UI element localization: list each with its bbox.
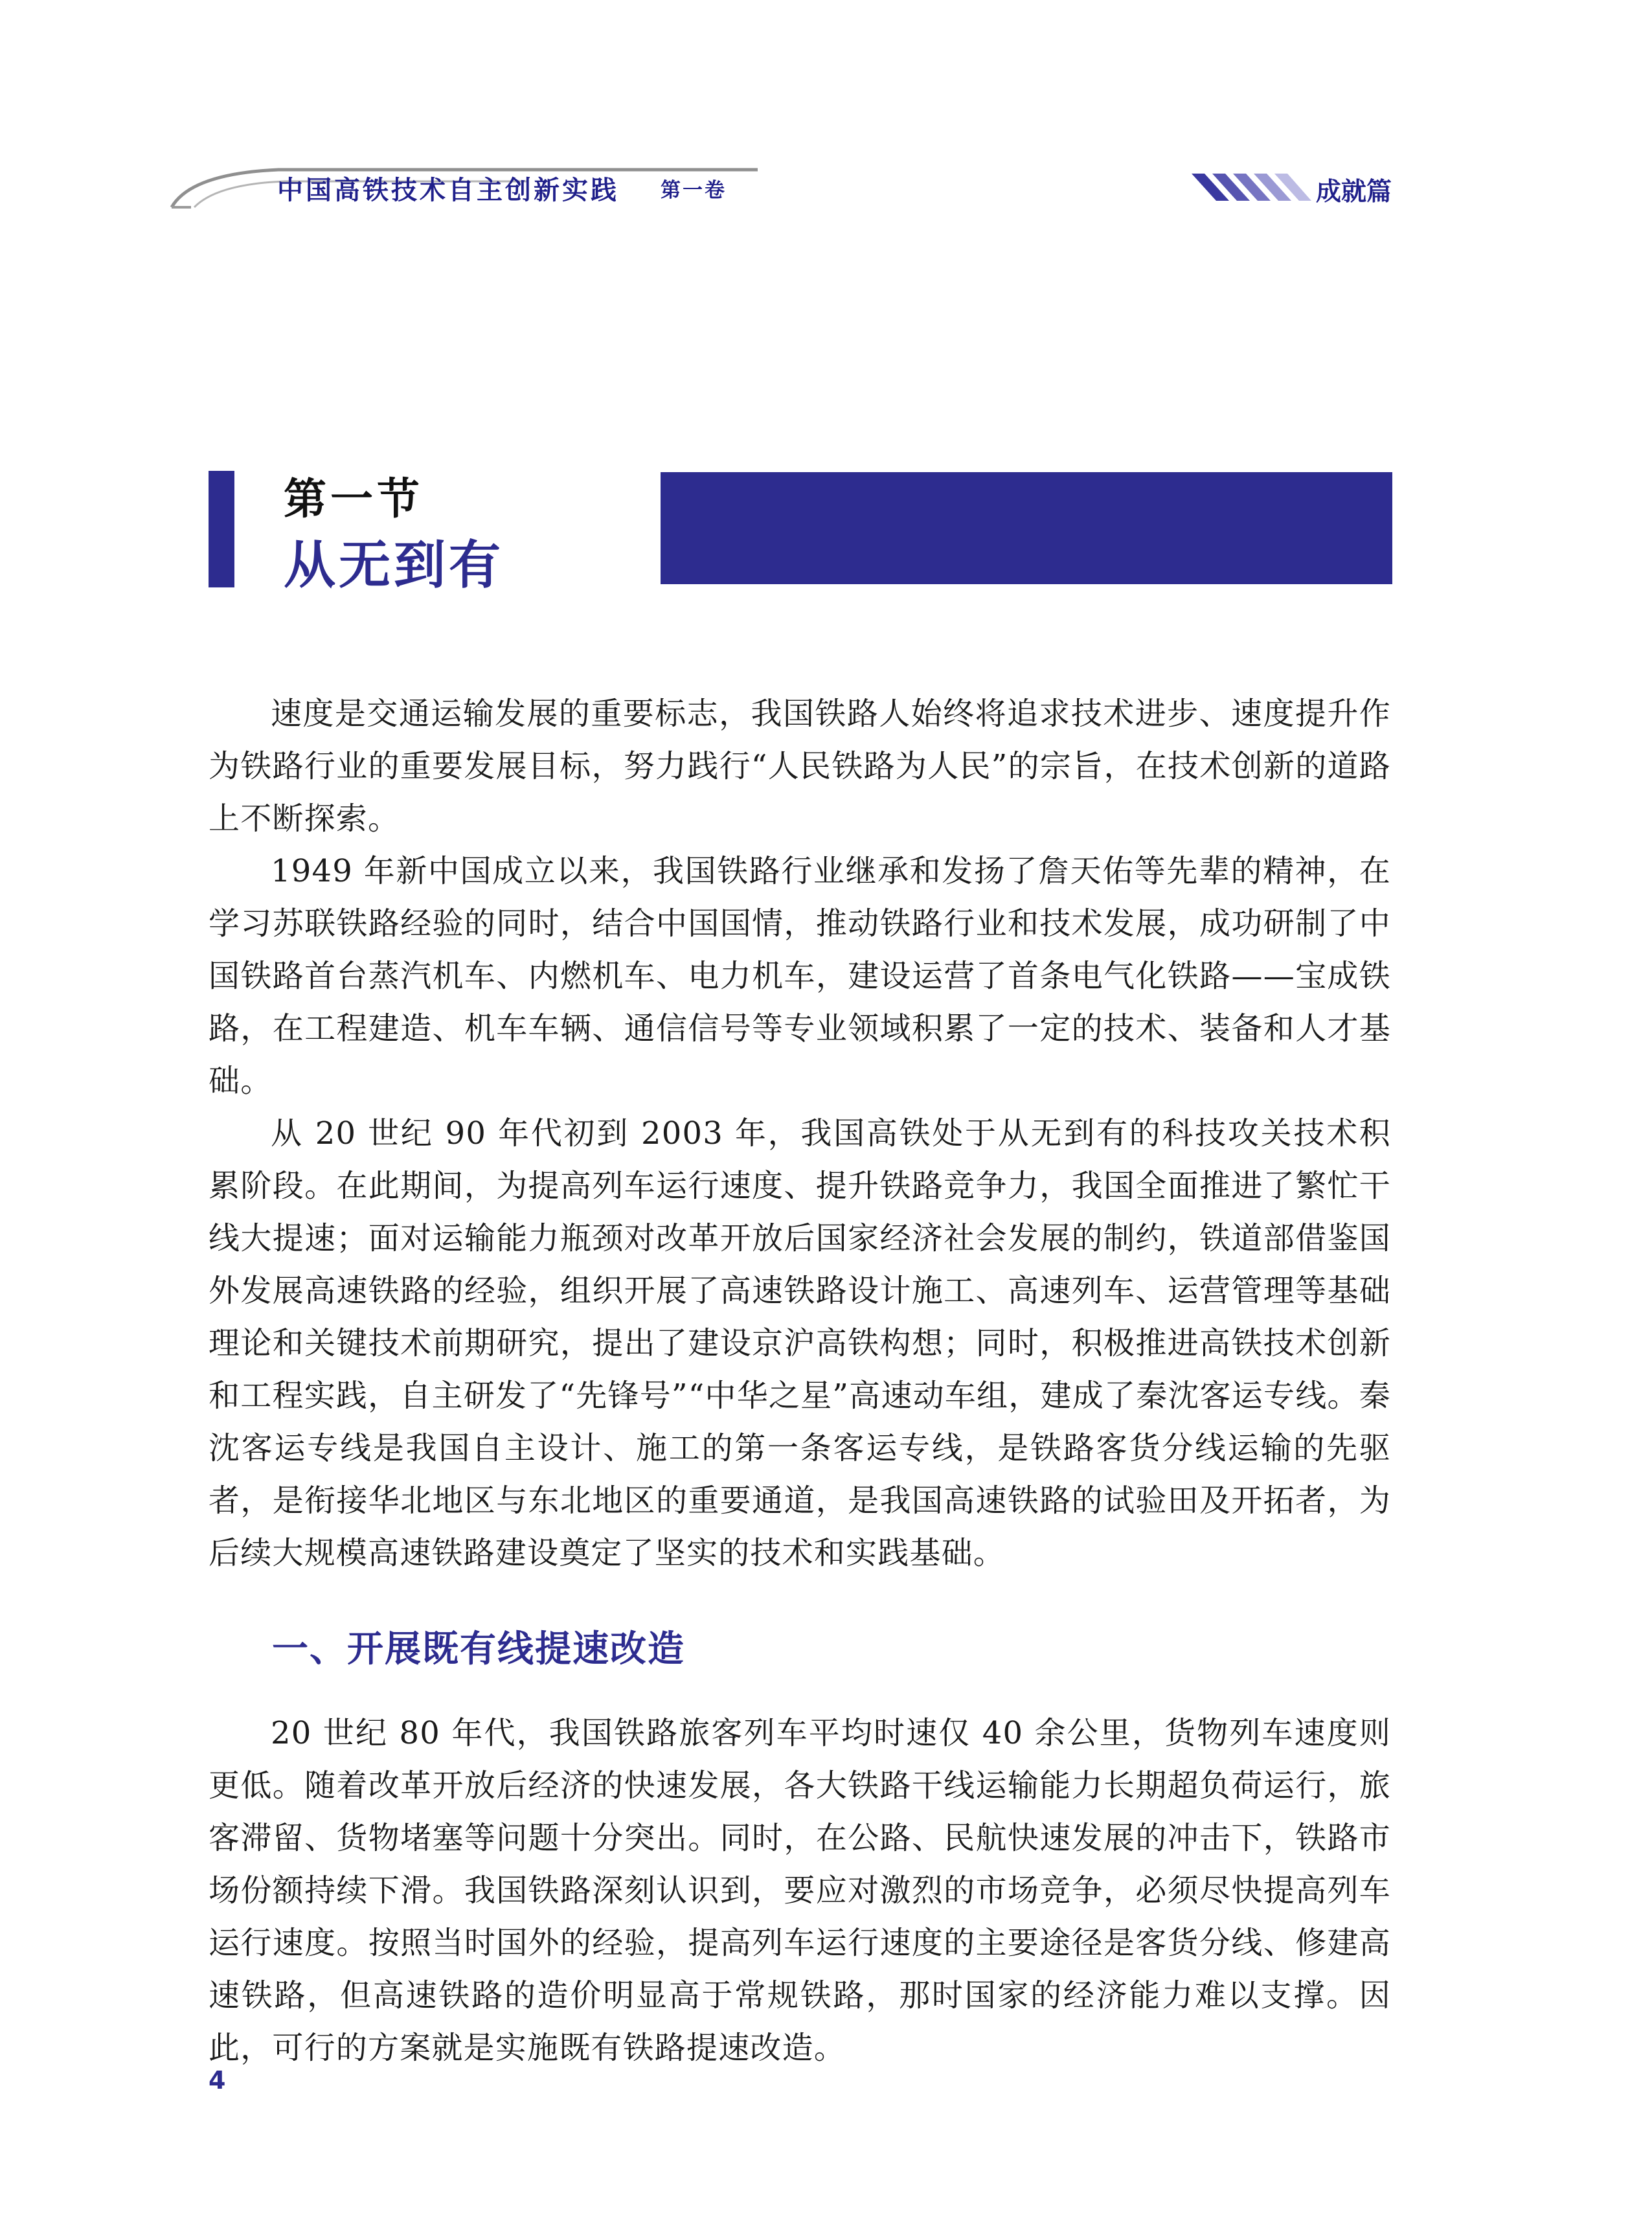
page-number: 4 — [209, 2066, 226, 2095]
paragraph: 速度是交通运输发展的重要标志，我国铁路人始终将追求技术进步、速度提升作为铁路行业的重要发展目标，努力践行“人民铁路为人民”的宗旨，在技术创新的道路上不断探索。 — [209, 696, 1391, 837]
volume-label: 第一卷 — [661, 179, 727, 202]
chapter-accent-bar — [209, 471, 234, 587]
subsection-heading: 一、开展既有线提速改造 — [272, 1628, 685, 1670]
paragraph: 20 世纪 80 年代，我国铁路旅客列车平均时速仅 40 余公里，货物列车速度则更低。随着改革开放后经济的快速发展，各大铁路干线运输能力长期超负荷运行，旅客滞留、货物堵塞等问题十分突出。同时，在公路、民航快速发展的冲击下，铁路市场份额持续下滑。我国铁路深刻认识到，要应对激烈的市场竞争，必须尽快提高列车运行速度。按照当时国外的经验，提高列车运行速度的主要途径是客货分线、修建高速铁路，但高速铁路的造价明显高于常规铁路，那时国家的经济能力难以支撑。因此，可行的方案就是实施既有铁路提速改造。 — [209, 1715, 1391, 2066]
section-stripes-icon — [1192, 174, 1311, 201]
chapter-banner — [661, 472, 1392, 584]
chapter-title: 从无到有 — [284, 535, 504, 595]
paragraph: 从 20 世纪 90 年代初到 2003 年，我国高铁处于从无到有的科技攻关技术积累阶段。在此期间，为提高列车运行速度、提升铁路竞争力，我国全面推进了繁忙干线大提速；面对运输能力瓶颈对改革开放后国家经济社会发展的制约，铁道部借鉴国外发展高速铁路的经验，组织开展了高速铁路设计施工、高速列车、运营管理等基础理论和关键技术前期研究，提出了建设京沪高铁构想；同时，积极推进高铁技术创新和工程实践，自主研发了“先锋号”“中华之星”高速动车组，建成了秦沈客运专线。秦沈客运专线是我国自主设计、施工的第一条客运专线，是铁路客货分线运输的先驱者，是衔接华北地区与东北地区的重要通道，是我国高速铁路的试验田及开拓者，为后续大规模高速铁路建设奠定了坚实的技术和实践基础。 — [209, 1115, 1391, 1571]
book-title: 中国高铁技术自主创新实践 — [277, 176, 619, 205]
chapter-number: 第一节 — [284, 474, 424, 524]
intro-body — [209, 688, 1391, 1580]
subsection-body — [209, 1707, 1391, 2074]
paragraph: 1949 年新中国成立以来，我国铁路行业继承和发扬了詹天佑等先辈的精神，在学习苏联铁路经验的同时，结合中国国情，推动铁路行业和技术发展，成功研制了中国铁路首台蒸汽机车、内燃机车、电力机车，建设运营了首条电气化铁路——宝成铁路，在工程建造、机车车辆、通信信号等专业领域积累了一定的技术、装备和人才基础。 — [209, 853, 1391, 1099]
section-name: 成就篇 — [1316, 177, 1392, 207]
